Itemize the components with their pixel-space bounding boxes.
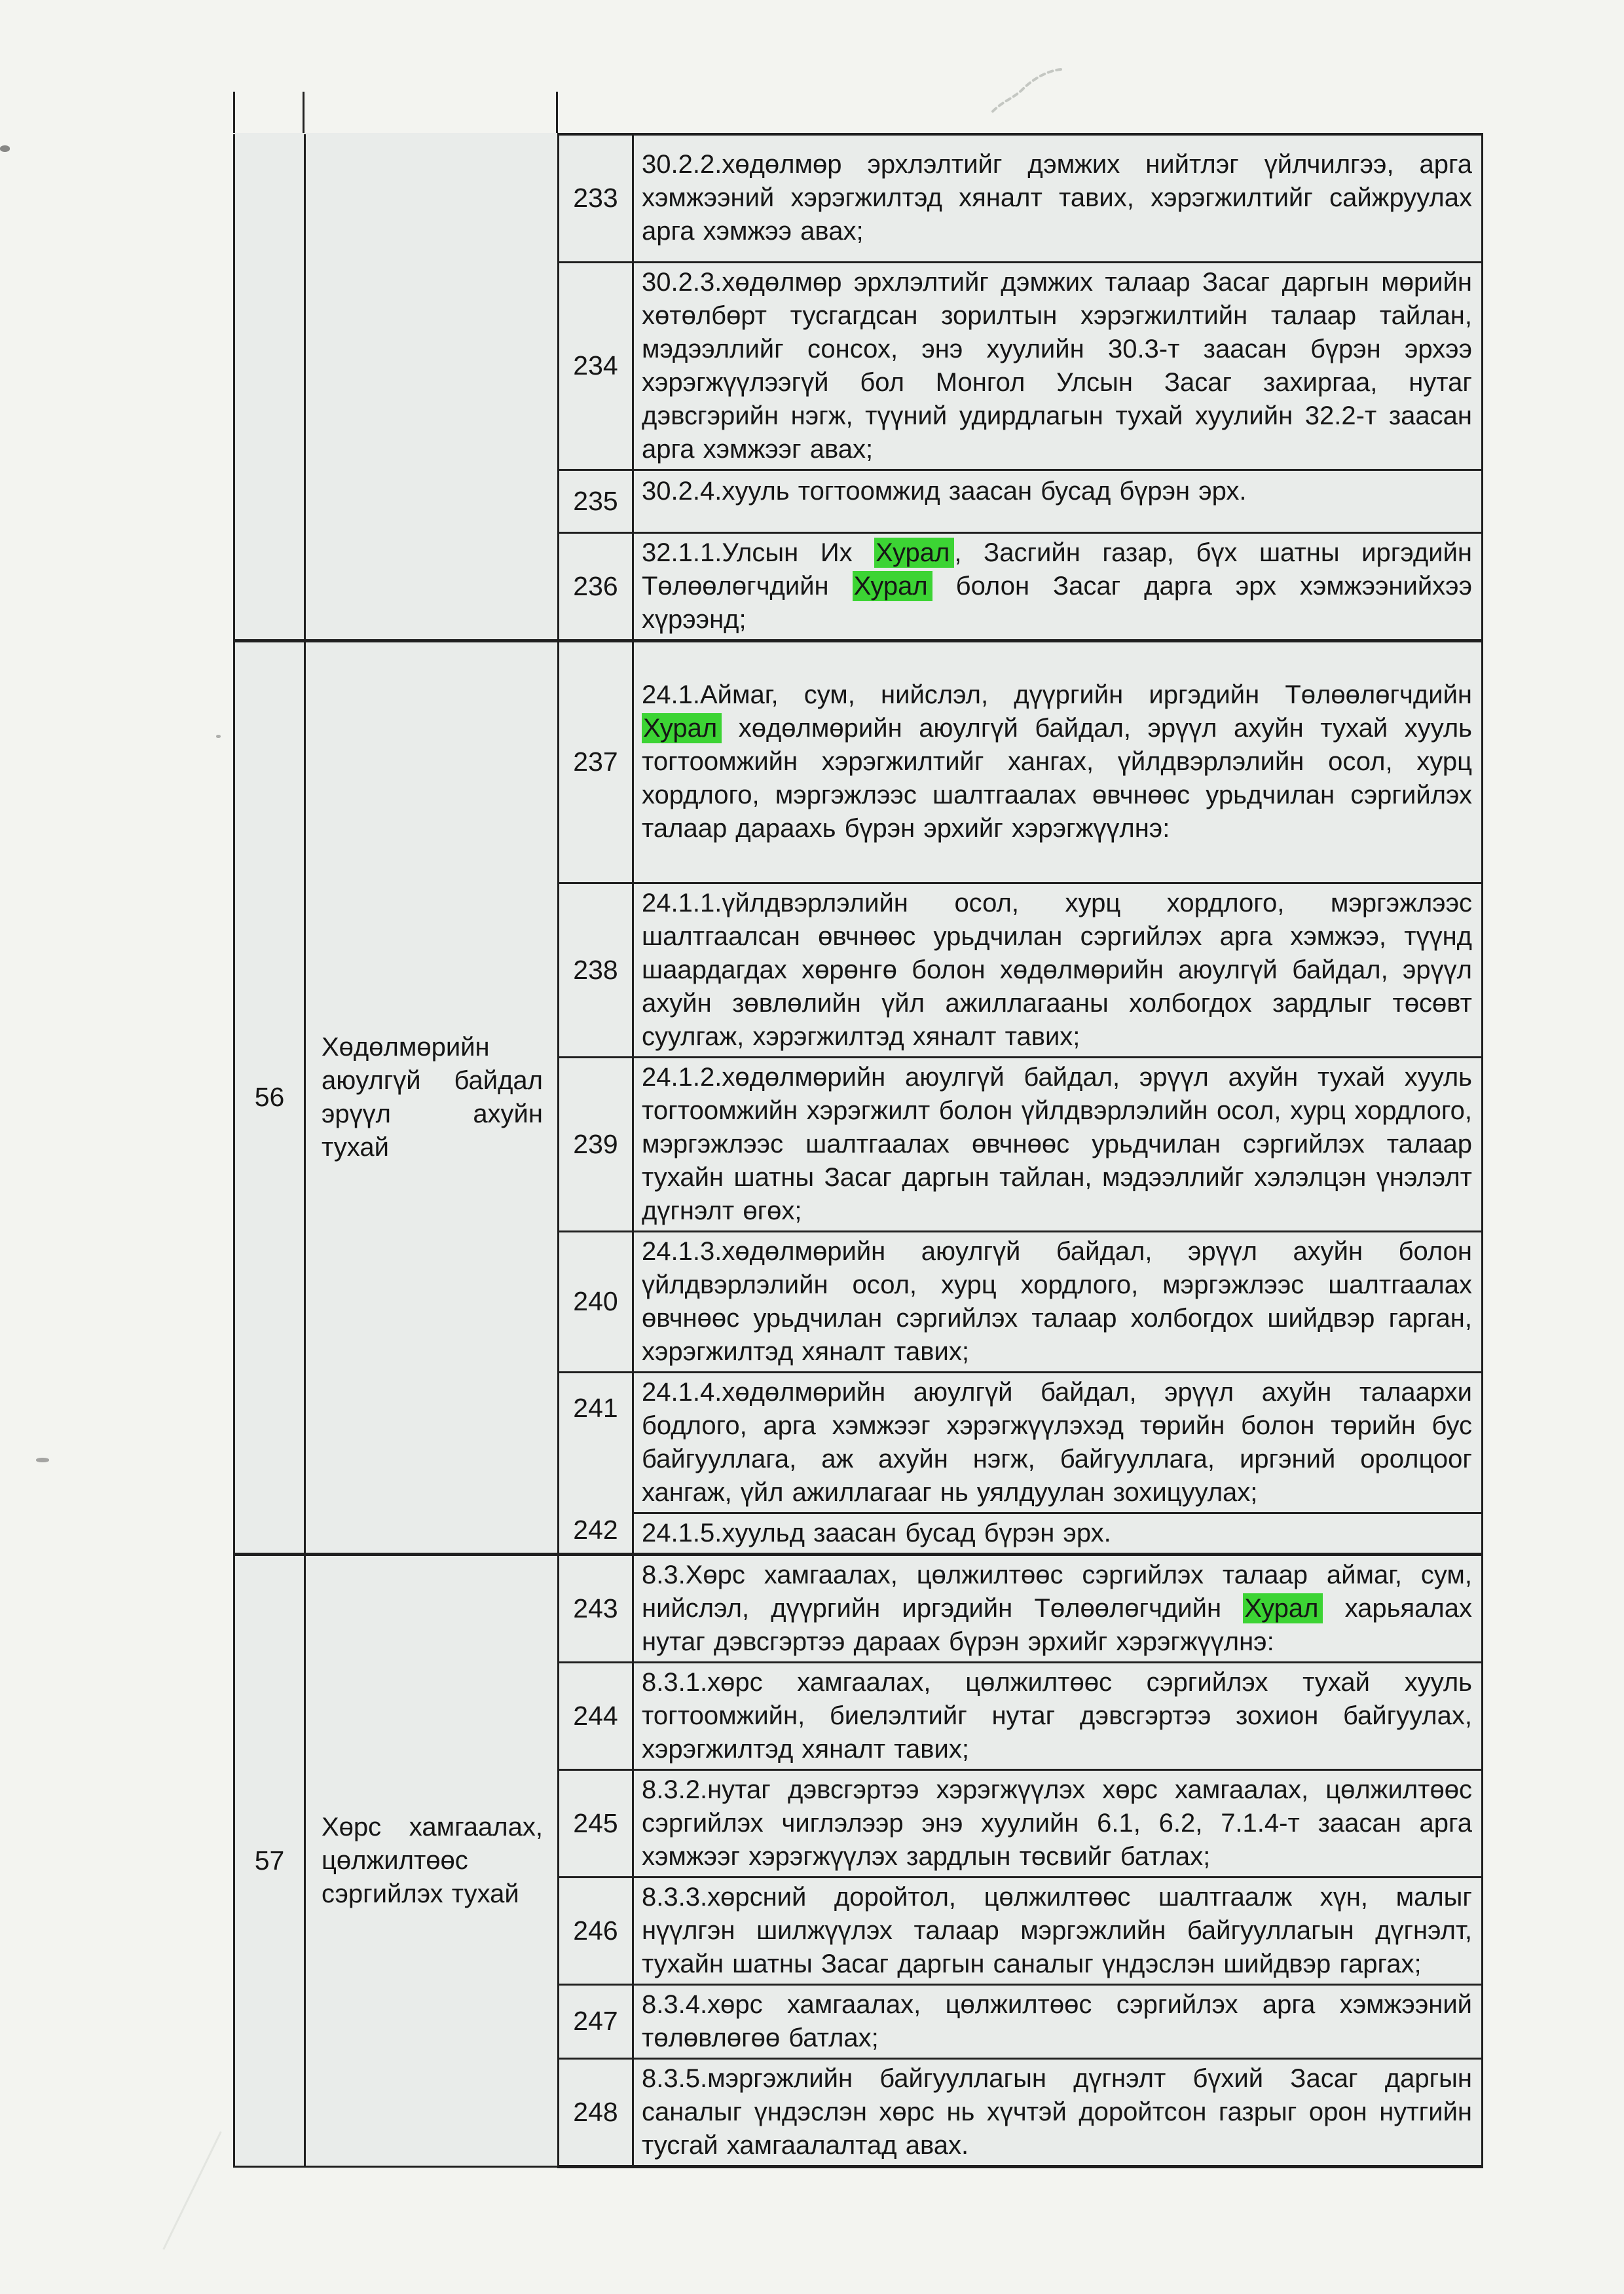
pencil-squiggle-mark (981, 60, 1079, 126)
row-number-cell: 241 (559, 1372, 633, 1513)
row-number-cell (559, 1513, 633, 1554)
scan-speck (0, 145, 10, 152)
row-number-cell: 235 (559, 470, 633, 532)
highlight-term: Хурал (1243, 1593, 1323, 1623)
scan-speck (36, 1458, 49, 1462)
section-no-cell (234, 134, 305, 640)
table-continuation-line (303, 92, 304, 135)
section-no-cell: 56 (234, 640, 305, 1554)
section-category-cell (305, 134, 559, 640)
section-no-cell: 57 (234, 1554, 305, 2166)
provision-text-cell: 24.1.2.хөдөлмөрийн аюулгүй байдал, эрүүл ахуйн тухай хууль тогтоомжийн хэрэгжилт болон үйлдвэрлэлийн осол, хурц хордлого, мэргэжлээс шалтгаалах өвчнөөс урьдчилан сэргийлэх талаар тухайн шатны Засаг даргын тайлан, мэдээллийг хэлэлцэн үнэлэлт дүгнэлт өгөх; (633, 1057, 1483, 1231)
table-continuation-line (556, 92, 558, 135)
provision-text-cell: 24.1.4.хөдөлмөрийн аюулгүй байдал, эрүүл ахуйн талаархи бодлого, арга хэмжээг хэрэгжүүлэхэд төрийн болон төрийн бус байгууллага, аж ахуйн нэгж, байгууллага, иргэний оролцоог хангаж, үйл ажиллагааг нь уялдуулан зохицуулах; (633, 1372, 1483, 1513)
row-number-cell: 244 (559, 1662, 633, 1769)
highlight-term: Хурал (853, 571, 932, 601)
provision-text-cell: 24.1.3.хөдөлмөрийн аюулгүй байдал, эрүүл ахуйн болон үйлдвэрлэлийн осол, хурц хордлого, мэргэжлээс шалтгаалах өвчнөөс урьдчилан сэргийлэх талаар холбогдох шийдвэр гарган, хэрэгжилтэд хяналт тавих; (633, 1231, 1483, 1372)
table-row (234, 1554, 1483, 1662)
provision-text-cell: 8.3.1.хөрс хамгаалах, цөлжилтөөс сэргийлэх тухай хууль тогтоомжийн, биелэлтийг нутаг дэвсгэртээ зохион байгуулах, хэрэгжилтэд хяналт тавих; (633, 1662, 1483, 1769)
provision-text-cell: 32.1.1.Улсын Их Хурал , Засгийн газар, бүх шатны иргэдийн Төлөөлөгчдийн Хурал болон Засаг дарга эрх хэмжээнийхээ хүрээнд; (633, 532, 1483, 640)
section-category-cell: Хөдөлмөрийн аюулгүй байдал эрүүл ахуйн тухай (305, 640, 559, 1554)
row-number: 242 (573, 1515, 618, 1545)
table-continuation-line (233, 92, 235, 135)
row-number-cell: 243 (559, 1554, 633, 1662)
provision-text-cell: 24.1.1.үйлдвэрлэлийн осол, хурц хордлого, мэргэжлээс шалтгаалсан өвчнөөс урьдчилан сэргийлэх арга хэмжээ, түүнд шаардагдах хөрөнгө болон хөдөлмөрийн аюулгүй байдал, эрүүл ахуйн зөвлөлийн үйл ажиллагааны холбогдох зардлыг төсөвт суулгаж, хэрэгжилтэд хяналт тавих; (633, 883, 1483, 1057)
law-provisions-table (233, 133, 1483, 2168)
provision-text-cell: 8.3.3.хөрсний доройтол, цөлжилтөөс шалтгаалж хүн, малыг нүүлгэн шилжүүлэх талаар мэргэжлийн байгууллагын дүгнэлт, тухайн шатны Засаг даргын саналыг үндэслэн шийдвэр гаргах; (633, 1877, 1483, 1984)
row-number-cell: 245 (559, 1769, 633, 1877)
highlight-term: Хурал (642, 713, 722, 743)
scan-speck (216, 735, 221, 738)
provision-text-cell: 30.2.3.хөдөлмөр эрхлэлтийг дэмжих талаар Засаг даргын мөрийн хөтөлбөрт тусгагдсан зорилтын хэрэгжилтийн талаар тайлан, мэдээллийг сонсох, энэ хуулийн 30.3-т заасан бүрэн эрхээ хэрэгжүүлээгүй бол Монгол Улсын Засаг захиргаа, нутаг дэвсгэрийн нэгж, түүний удирдлагын тухай хуулийн 32.2-т заасан арга хэмжээг авах; (633, 262, 1483, 470)
provision-text-cell: 8.3.4.хөрс хамгаалах, цөлжилтөөс сэргийлэх арга хэмжээний төлөвлөгөө батлах; (633, 1984, 1483, 2058)
provision-text-cell: 8.3.Хөрс хамгаалах, цөлжилтөөс сэргийлэх талаар аймаг, сум, нийслэл, дүүргийн иргэдийн Төлөөлөгчдийн Хурал харьяалах нутаг дэвсгэртээ дараах бүрэн эрхийг хэрэгжүүлнэ: (633, 1554, 1483, 1662)
row-number-cell: 247 (559, 1984, 633, 2058)
scan-crease (162, 2131, 221, 2249)
highlight-term: Хурал (874, 538, 954, 568)
row-number-cell: 238 (559, 883, 633, 1057)
row-number-cell: 248 (559, 2058, 633, 2166)
table-row (234, 134, 1483, 262)
table-row (234, 640, 1483, 883)
provision-text-cell: 8.3.5.мэргэжлийн байгууллагын дүгнэлт бүхий Засаг даргын саналыг үндэслэн хөрс нь хүчтэй доройтсон газрыг орон нутгийн тусгай хамгаалалтад авах. (633, 2058, 1483, 2166)
provision-text-cell: 30.2.4.хууль тогтоомжид заасан бусад бүрэн эрх. (633, 470, 1483, 532)
row-number-cell: 239 (559, 1057, 633, 1231)
row-number-cell: 236 (559, 532, 633, 640)
section-category-cell: Хөрс хамгаалах, цөлжилтөөс сэргийлэх тухай (305, 1554, 559, 2166)
row-number-cell: 240 (559, 1231, 633, 1372)
provision-text-cell: 24.1.Аймаг, сум, нийслэл, дүүргийн иргэдийн Төлөөлөгчдийн Хурал хөдөлмөрийн аюулгүй байдал, эрүүл ахуйн тухай хууль тогтоомжийн хэрэгжилтийг хангах, үйлдвэрлэлийн осол, хурц хордлого, мэргэжлээс шалтгаалах өвчнөөс урьдчилан сэргийлэх талаар дараахь бүрэн эрхийг хэрэгжүүлнэ: (633, 640, 1483, 883)
row-number-cell: 237 (559, 640, 633, 883)
row-number-cell: 246 (559, 1877, 633, 1984)
provision-text-cell: 24.1.5.хуульд заасан бусад бүрэн эрх. (633, 1513, 1483, 1554)
row-number-cell: 234 (559, 262, 633, 470)
provision-text-cell: 30.2.2.хөдөлмөр эрхлэлтийг дэмжих нийтлэг үйлчилгээ, арга хэмжээний хэрэгжилтэд хяналт тавих, хэрэгжилтийг сайжруулах арга хэмжээ авах; (633, 134, 1483, 262)
row-number-cell: 233 (559, 134, 633, 262)
provision-text-cell: 8.3.2.нутаг дэвсгэртээ хэрэгжүүлэх хөрс хамгаалах, цөлжилтөөс сэргийлэх чиглэлээр энэ хуулийн 6.1, 6.2, 7.1.4-т заасан арга хэмжээг хэрэгжүүлэх зардлын төсвийг батлах; (633, 1769, 1483, 1877)
